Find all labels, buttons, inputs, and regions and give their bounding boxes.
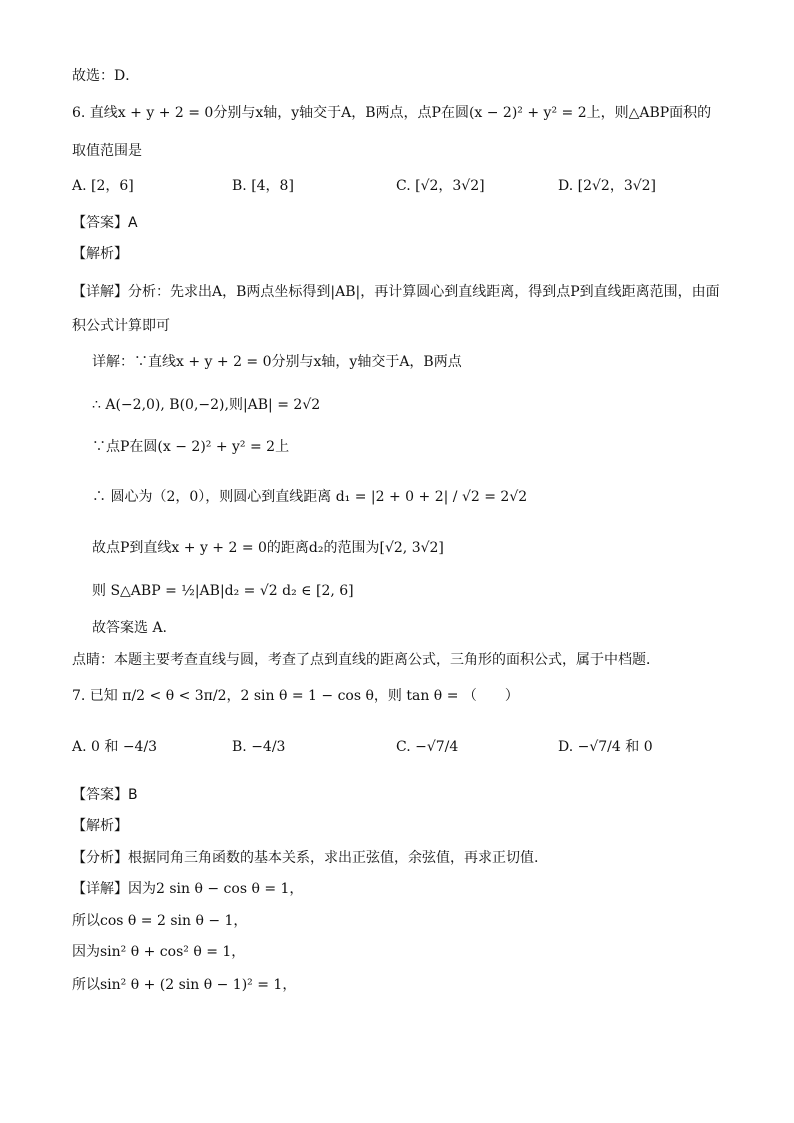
q6-option-d: D. [2√2，3√2] [558,178,657,194]
q6-analysis-heading: 【解析】 [72,246,128,262]
previous-answer-line: 故选：D． [72,68,140,84]
q7-option-c: C. −√7/4 [396,739,459,755]
q6-solution-step-2: ∴ A(−2,0), B(0,−2),则|AB| = 2√2 [92,397,321,413]
q6-detail-line-2: 积公式计算即可 [72,318,170,334]
q7-stem: 7. 已知 π/2 < θ < 3π/2，2 sin θ = 1 − cos θ，则 tan θ = （ ） [72,688,519,704]
q7-option-d: D. −√7/4 和 0 [558,739,653,755]
q6-answer: 【答案】A [72,215,138,231]
q6-option-b: B. [4，8] [232,178,294,194]
q6-solution-step-7: 故答案选 A. [92,620,168,636]
q7-answer: 【答案】B [72,787,138,803]
q6-solution-step-1: 详解：∵直线x + y + 2 = 0分别与x轴，y轴交于A，B两点 [92,354,462,370]
q7-option-a: A. 0 和 −4/3 [72,739,158,755]
q7-detail-line-3: 因为sin² θ + cos² θ = 1， [72,944,246,960]
q6-detail-line-1: 【详解】分析：先求出A，B两点坐标得到|AB|，再计算圆心到直线距离，得到点P到直线距离范围，由面 [72,284,720,300]
q6-stem-line-2: 取值范围是 [72,143,142,159]
q6-solution-step-3: ∵点P在圆(x − 2)² + y² = 2上 [92,439,290,455]
q6-comment: 点睛：本题主要考查直线与圆，考查了点到直线的距离公式，三角形的面积公式，属于中档题． [72,652,660,668]
q7-analysis-heading: 【解析】 [72,818,128,834]
q6-option-c: C. [√2，3√2] [396,178,485,194]
q6-solution-step-4: ∴ 圆心为（2，0），则圆心到直线距离 d₁ = |2 + 0 + 2| / √2 = 2√2 [92,489,528,505]
q6-solution-step-5: 故点P到直线x + y + 2 = 0的距离d₂的范围为[√2, 3√2] [92,540,444,556]
q6-option-a: A. [2，6] [72,178,134,194]
q7-option-b: B. −4/3 [232,739,286,755]
q6-solution-step-6: 则 S△ABP = ½|AB|d₂ = √2 d₂ ∈ [2, 6] [92,583,354,599]
q6-stem-line-1: 6. 直线x + y + 2 = 0分别与x轴，y轴交于A，B两点，点P在圆(x − 2)² + y² = 2上，则△ABP面积的 [72,105,712,121]
q7-detail-line-4: 所以sin² θ + (2 sin θ − 1)² = 1， [72,977,297,993]
q7-detail-line-2: 所以cos θ = 2 sin θ − 1， [72,913,248,929]
q7-analysis-line: 【分析】根据同角三角函数的基本关系，求出正弦值，余弦值，再求正切值. [72,850,539,866]
q7-detail-line-1: 【详解】因为2 sin θ − cos θ = 1， [72,881,304,897]
